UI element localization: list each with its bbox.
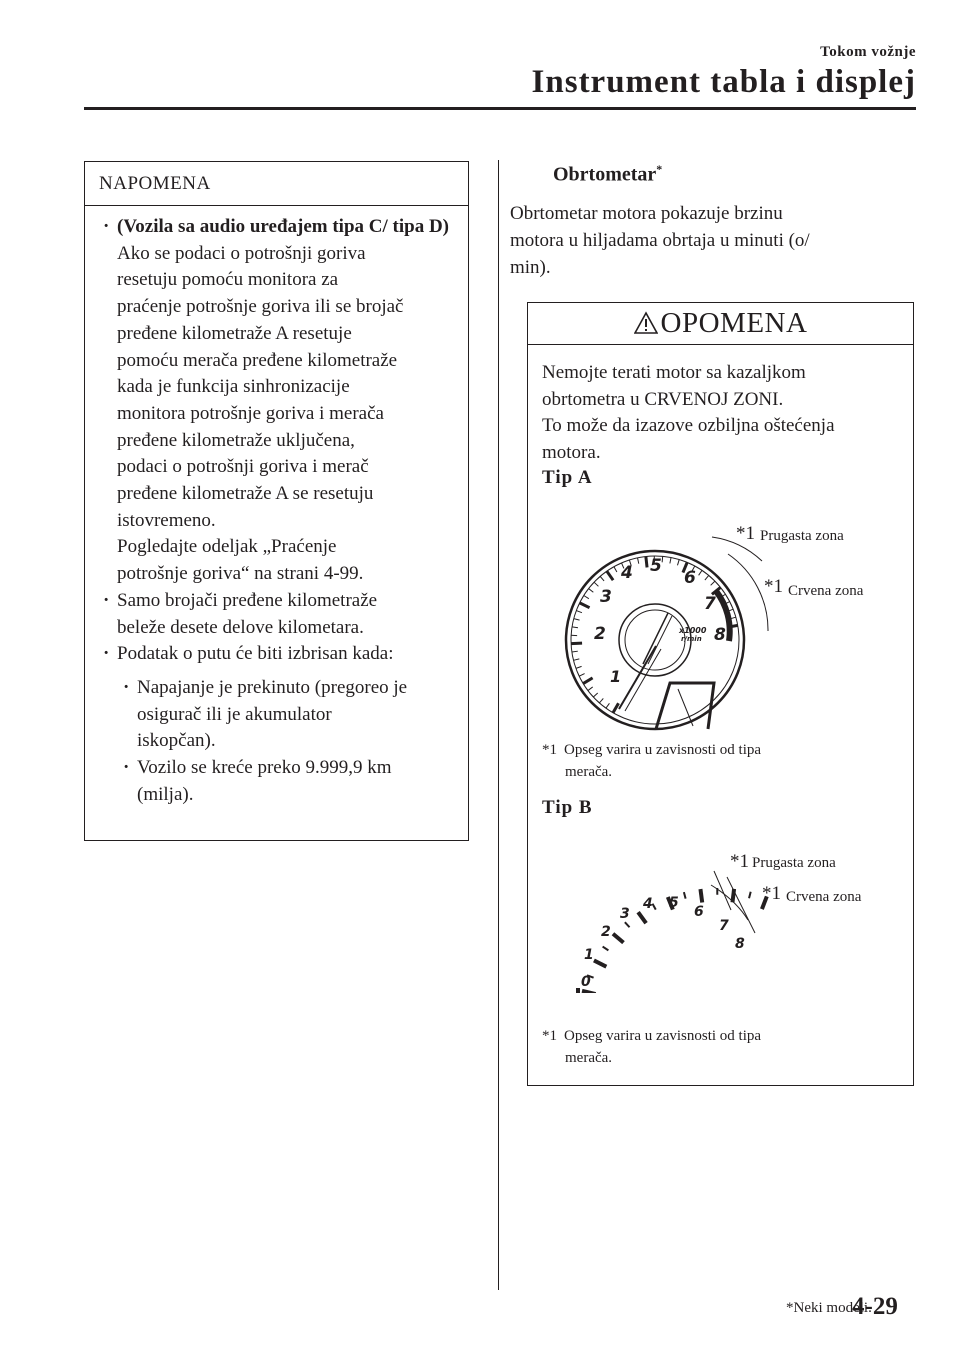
gauge-a-tick: [576, 666, 582, 668]
gauge-a-tick: [613, 703, 619, 713]
footnote-a-line1: *1 Opseg varira u zavisnosti od tipa: [542, 742, 762, 758]
gauge-b-tick: [732, 889, 734, 902]
striped-zone-label-b: Prugasta zona: [752, 855, 836, 871]
text-line: resetuju pomoću monitora za: [117, 269, 339, 291]
gauge-a-tick: [574, 619, 580, 621]
gauge-a-tick: [589, 589, 594, 593]
gauge-b-label-5: 5: [669, 895, 679, 911]
text-line: beleže desete delove kilometara.: [117, 616, 364, 638]
gauge-b-tick: [684, 892, 686, 899]
gauge-b-label-4: 4: [643, 896, 653, 912]
text-line: Ako se podaci o potrošnji goriva: [117, 242, 366, 264]
tip-b-label: Tip B: [542, 797, 593, 818]
text-line: osigurač ili je akumulator: [137, 703, 332, 725]
gauge-a-label-6: 6: [684, 568, 696, 588]
text-line: (milja).: [137, 783, 194, 805]
gauge-a-label-7: 7: [704, 594, 716, 614]
gauge-b-label-3: 3: [620, 906, 630, 922]
footer-note: *Neki modeli.: [786, 1300, 872, 1316]
gauge-b-label-1: 1: [584, 947, 594, 963]
gauge-b-label-0: 0: [581, 974, 591, 990]
text-line: iskopčan).: [137, 730, 216, 752]
column-divider: [498, 160, 499, 1290]
gauge-a-tick: [573, 659, 579, 660]
gauge-a-tick: [699, 570, 702, 575]
note-item-2: [99, 588, 454, 641]
gauge-a-tick: [614, 567, 617, 572]
gauge-a-tick: [705, 575, 709, 580]
note-heading: NAPOMENA: [85, 162, 468, 206]
text-line: pređene kilometraže A resetuje: [117, 322, 352, 344]
gauge-a-tick: [583, 678, 592, 684]
footnote-a-line2: merača.: [565, 764, 613, 780]
text-line: Pogledajte odeljak „Praćenje: [117, 536, 337, 558]
gauge-b-tick: [594, 960, 606, 966]
gauge-a-tick: [584, 595, 589, 598]
text-line: pređene kilometraže A se resetuju: [117, 483, 374, 505]
gauge-a-tick: [670, 558, 671, 564]
text-line: pomoću merača pređene kilometraže: [117, 349, 398, 371]
gauge-a-tick: [638, 558, 639, 564]
note-box: [84, 161, 469, 841]
text-line: Obrtometar motora pokazuje brzinu: [510, 203, 783, 224]
text-line: potrošnje goriva“ na strani 4-99.: [117, 563, 364, 585]
tachometer-a-diagram: [528, 521, 913, 731]
text-line: · Vozilo se kreće preko 9.999,9 km: [137, 757, 392, 779]
gauge-a-tick: [580, 603, 590, 608]
gauge-b-label-7: 7: [719, 918, 729, 934]
gauge-a-tick: [593, 693, 597, 697]
page-title: Instrument tabla i displej: [531, 64, 916, 100]
star-label-3: *1: [730, 851, 749, 872]
warning-heading: OPOMENA: [528, 303, 913, 345]
header-section: Tokom vožnje: [820, 44, 916, 60]
gauge-a-tick: [572, 627, 578, 628]
gauge-a-tick: [662, 556, 663, 562]
header-rule: [84, 107, 916, 110]
gauge-b-tick: [625, 922, 630, 927]
gauge-a-tick: [588, 687, 593, 691]
gauge-b-tick: [582, 991, 596, 993]
gauge-a-unit-2: r/min: [681, 635, 702, 643]
gauge-a-label-4: 4: [621, 563, 633, 583]
text-line: pređene kilometraže uključena,: [117, 429, 355, 451]
text-line: istovremeno.: [117, 509, 216, 531]
section-text: [510, 200, 910, 281]
text-line: · Samo brojači pređene kilometraže: [117, 589, 378, 611]
note-subitem-1: [99, 675, 454, 755]
gauge-a-tick: [606, 703, 610, 708]
note-item-3: · Podatak o putu će biti izbrisan kada:: [99, 641, 454, 668]
note-body: [85, 206, 468, 808]
gauge-a-unit-1: x1000: [679, 626, 707, 635]
gauge-a-label-1: 1: [610, 667, 622, 686]
gauge-a-tick: [607, 571, 613, 580]
text-line: motora.: [542, 441, 601, 463]
note-item-1-title: · (Vozila sa audio uređajem tipa C/ tipa D): [117, 216, 449, 237]
star-label-4: *1: [762, 883, 781, 904]
gauge-b-tick: [638, 912, 646, 923]
gauge-b-tick: [652, 904, 655, 910]
text-line: monitora potrošnje goriva i merača: [117, 402, 384, 424]
gauge-a-tick: [646, 556, 647, 567]
section-title: Obrtometar*: [553, 162, 663, 186]
text-line: · Napajanje je prekinuto (pregoreo je: [137, 676, 408, 698]
gauge-a-label-5: 5: [650, 556, 662, 576]
gauge-b-label-6: 6: [694, 904, 704, 920]
warning-text: [542, 360, 902, 466]
gauge-a-label-2: 2: [594, 624, 606, 644]
tachometer-b-diagram: [528, 863, 913, 993]
gauge-a-tick: [576, 611, 582, 613]
footnote-b-line1: *1 Opseg varira u zavisnosti od tipa: [542, 1028, 762, 1044]
red-zone-label-b: Crvena zona: [786, 889, 862, 905]
gauge-a-tick: [594, 582, 598, 586]
page-number: 4-29: [852, 1293, 898, 1320]
text-line: obrtometra u CRVENOJ ZONI.: [542, 388, 784, 410]
text-line: praćenje potrošnje goriva ili se brojač: [117, 296, 404, 318]
gauge-b-label-8: 8: [735, 936, 745, 952]
text-line: podaci o potrošnji goriva i merač: [117, 456, 369, 478]
text-line: kada je funkcija sinhronizacije: [117, 376, 350, 398]
warning-box: [527, 302, 914, 1086]
gauge-a-label-8: 8: [714, 625, 726, 645]
note-subitem-2: [99, 755, 454, 808]
gauge-a-tick: [711, 581, 715, 585]
gauge-b-tick: [603, 947, 609, 951]
gauge-b-tick: [749, 892, 751, 899]
note-item-1-text: [117, 241, 454, 588]
gauge-a-tick: [572, 651, 578, 652]
text-line: motora u hiljadama obrtaja u minuti (o/: [510, 230, 810, 251]
gauge-a-tick: [677, 560, 679, 566]
gauge-a-label-3: 3: [600, 587, 612, 607]
text-line: min).: [510, 257, 551, 278]
gauge-b-tick: [613, 934, 624, 943]
gauge-b-tick: [700, 889, 702, 902]
striped-zone-label-a: Prugasta zona: [760, 528, 844, 544]
gauge-b-label-2: 2: [601, 924, 611, 940]
red-zone-label-a: Crvena zona: [788, 583, 864, 599]
text-line: Nemojte terati motor sa kazaljkom: [542, 362, 806, 383]
gauge-a-tick: [599, 698, 603, 702]
gauge-a-tick: [579, 674, 584, 677]
footnote-b-line2: merača.: [565, 1050, 613, 1066]
tip-a-label: Tip A: [542, 467, 593, 488]
star-label-1: *1: [736, 523, 755, 544]
gauge-a-tick: [600, 576, 604, 581]
star-label-2: *1: [764, 576, 783, 597]
text-line: To može da izazove ozbiljna oštećenja: [542, 415, 835, 436]
note-item-1: [99, 214, 454, 588]
warning-triangle-icon: [634, 311, 658, 335]
